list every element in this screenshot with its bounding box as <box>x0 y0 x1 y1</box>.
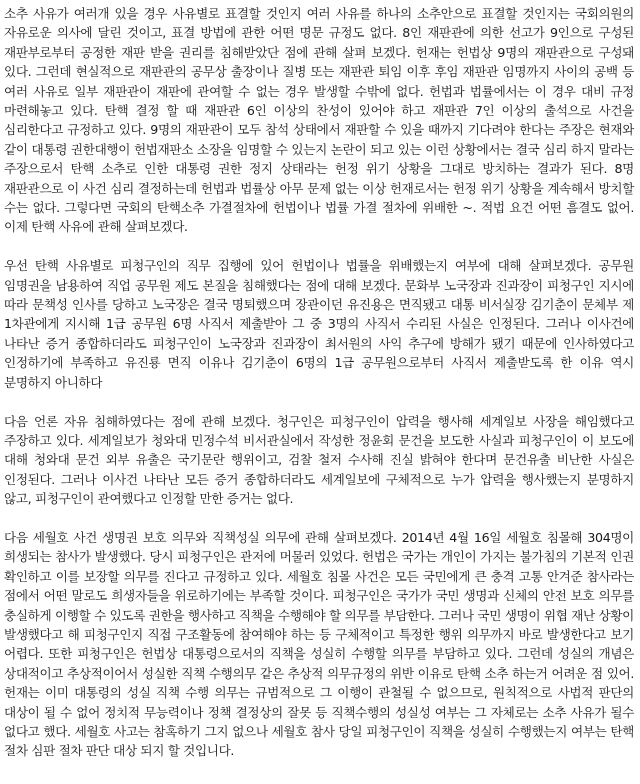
paragraph-press-freedom: 다음 언론 자유 침해하였다는 점에 관해 보겠다. 청구인은 피청구인이 압력을 행사해 세계일보 사장을 해임했다고 주장하고 있다. 세계일보가 청와대 민정수석 비서관실에서 작성한 정윤회 문건을 보도한 사실과 피청구인이 이 보도에 대해 청와대 문건 외부 유출은 국기문란 행위이고, 검찰 철저 수사해 진실 밝혀야 한다며 문건유출 비난한 사실은 인정된다. 그러나 이사건 나타난 모든 증거 종합하더라도 세계일보에 구체적으로 누가 압력을 행사했는지 분명하지 않고, 피청구인이 관여했다고 인정할 만한 증거는 없다. <box>4 413 634 507</box>
paragraph-quorum: 소추 사유가 여러개 있을 경우 사유별로 표결할 것인지 여러 사유를 하나의 소추안으로 표결할 것인지는 국회의원의 자유로운 의사에 달린 것이고, 표결 방법에 관한 어떤 명문 규정도 없다. 8인 재판관에 의한 선고가 9인으로 구성된 재판부로부터 공정한 재판 받을 권리를 침해받았단 점에 관해 살펴 보겠다. 헌재는 헌법상 9명의 재판관으로 구성돼 있다. 그런데 현실적으로 재판관의 공무상 출장이나 질병 또는 재판관 퇴임 이후 후임 재판관 임명까지 사이의 공백 등 여러 사유로 일부 재판관이 재판에 관여할 수 없는 경우 발생할 수밖에 없다. 헌법과 법률에서는 이 경우 대비 규정 마련해놓고 있다. 탄핵 결정 할 때 재판관 6인 이상의 찬성이 있어야 하고 재판관 7인 이상의 출석으로 사건을 심리한다고 규정하고 있다. 9명의 재판관이 모두 참석 상태에서 재판할 수 있을 때까지 기다려야 한다는 주장은 현재와 같이 대통령 권한대행이 헌법재판소 소장을 임명할 수 있는지 논란이 되고 있는 이런 상황에서는 결국 심리 하지 말라는 주장으로서 탄핵 소추로 인한 대통령 권한 정지 상태라는 헌정 위기 상황을 그대로 방치하는 결과가 된다. 8명 재판관으로 이 사건 심리 결정하는데 헌법과 법률상 아무 문제 없는 이상 헌재로서는 헌정 위기 상황을 계속해서 방치할 수는 없다. 그렇다면 국회의 탄핵소추 가결절차에 헌법이나 법률 가결 절차에 위배한 ~. 적법 요건 어떤 흠결도 없어. 이제 탄핵 사유에 관해 살펴보겠다. <box>4 6 634 235</box>
paragraph-gap <box>4 509 634 528</box>
paragraph-sewol: 다음 세월호 사건 생명권 보호 의무와 직책성실 의무에 관해 살펴보겠다. 2014년 4월 16일 세월호 침몰해 304명이 희생되는 참사가 발생했다. 당시 피청구인은 관저에 머물러 있었다. 헌법은 국가는 개인이 가지는 불가침의 기본적 인권 확인하고 이를 보장할 의무를 진다고 규정하고 있다. 세월호 침몰 사건은 모든 국민에게 큰 충격 고통 안겨준 참사라는 점에서 어떤 말로도 희생자들을 위로하기에는 부족할 것이다. 피청구인은 국가가 국민 생명과 신체의 안전 보호 의무를 충실하게 이행할 수 있도록 권한을 행사하고 직책을 수행해야 할 의무를 부담한다. 그러나 국민 생명이 위협 재난 상황이 발생했다고 해 피청구인지 직접 구조활동에 참여해야 하는 등 구체적이고 특정한 행위 의무까지 바로 발생한다고 보기 어렵다. 또한 피청구인은 헌법상 대통령으로서의 직책을 성실히 수행할 의무를 부담하고 있다. 그런데 성실의 개념은 상대적이고 추상적이어서 성실한 직책 수행의무 같은 추상적 의무규정의 위반 이유로 탄핵 소추 하는거 어려운 점 있어. 헌재는 이미 대통령의 성실 직책 수행 의무는 규범적으로 그 이행이 관철될 수 없으므로, 원칙적으로 사법적 판단의 대상이 될 수 없어 정치적 무능력이나 정책 결정상의 잘못 등 직책수행의 성실성 여부는 그 자체로는 소추 사유가 될수 없다고 했다. 세월호 사고는 참혹하기 그지 없으나 세월호 참사 당일 피청구인이 직책을 성실히 수행했는지 여부는 탄핵 절차 심판 절차 판단 대상 되지 할 것입니다. <box>4 529 634 759</box>
paragraph-gap <box>4 392 634 411</box>
paragraph-gap <box>4 237 634 256</box>
paragraph-appointment-power: 우선 탄핵 사유별로 피청구인의 직무 집행에 있어 헌법이나 법률을 위배했는지 여부에 대해 살펴보겠다. 공무원 임명권을 남용하여 직업 공무원 제도 본질을 침해했다는 점에 대해 보겠다. 문화부 노국장과 진과장이 피청구인 지시에 따라 문책성 인사를 당하고 노국장은 결국 명퇴했으며 장관이던 유진용은 면직됐고 대통 비서실장 김기춘이 문체부 제 1차관에게 지시해 1급 공무원 6명 사직서 제출받아 그 중 3명의 사직서 수리된 사실은 인정된다. 그러나 이사건에 나타난 증거 종합하더라도 피청구인이 노국장과 진과장이 최서원의 사익 추구에 방해가 됐기 때문에 인사하였다고 인정하기에 부족하고 유진룡 면직 이유나 김기춘이 6명의 1급 공무원으로부터 사직서 제출받도록 한 이유 역시 분명하지 아니하다 <box>4 258 634 390</box>
